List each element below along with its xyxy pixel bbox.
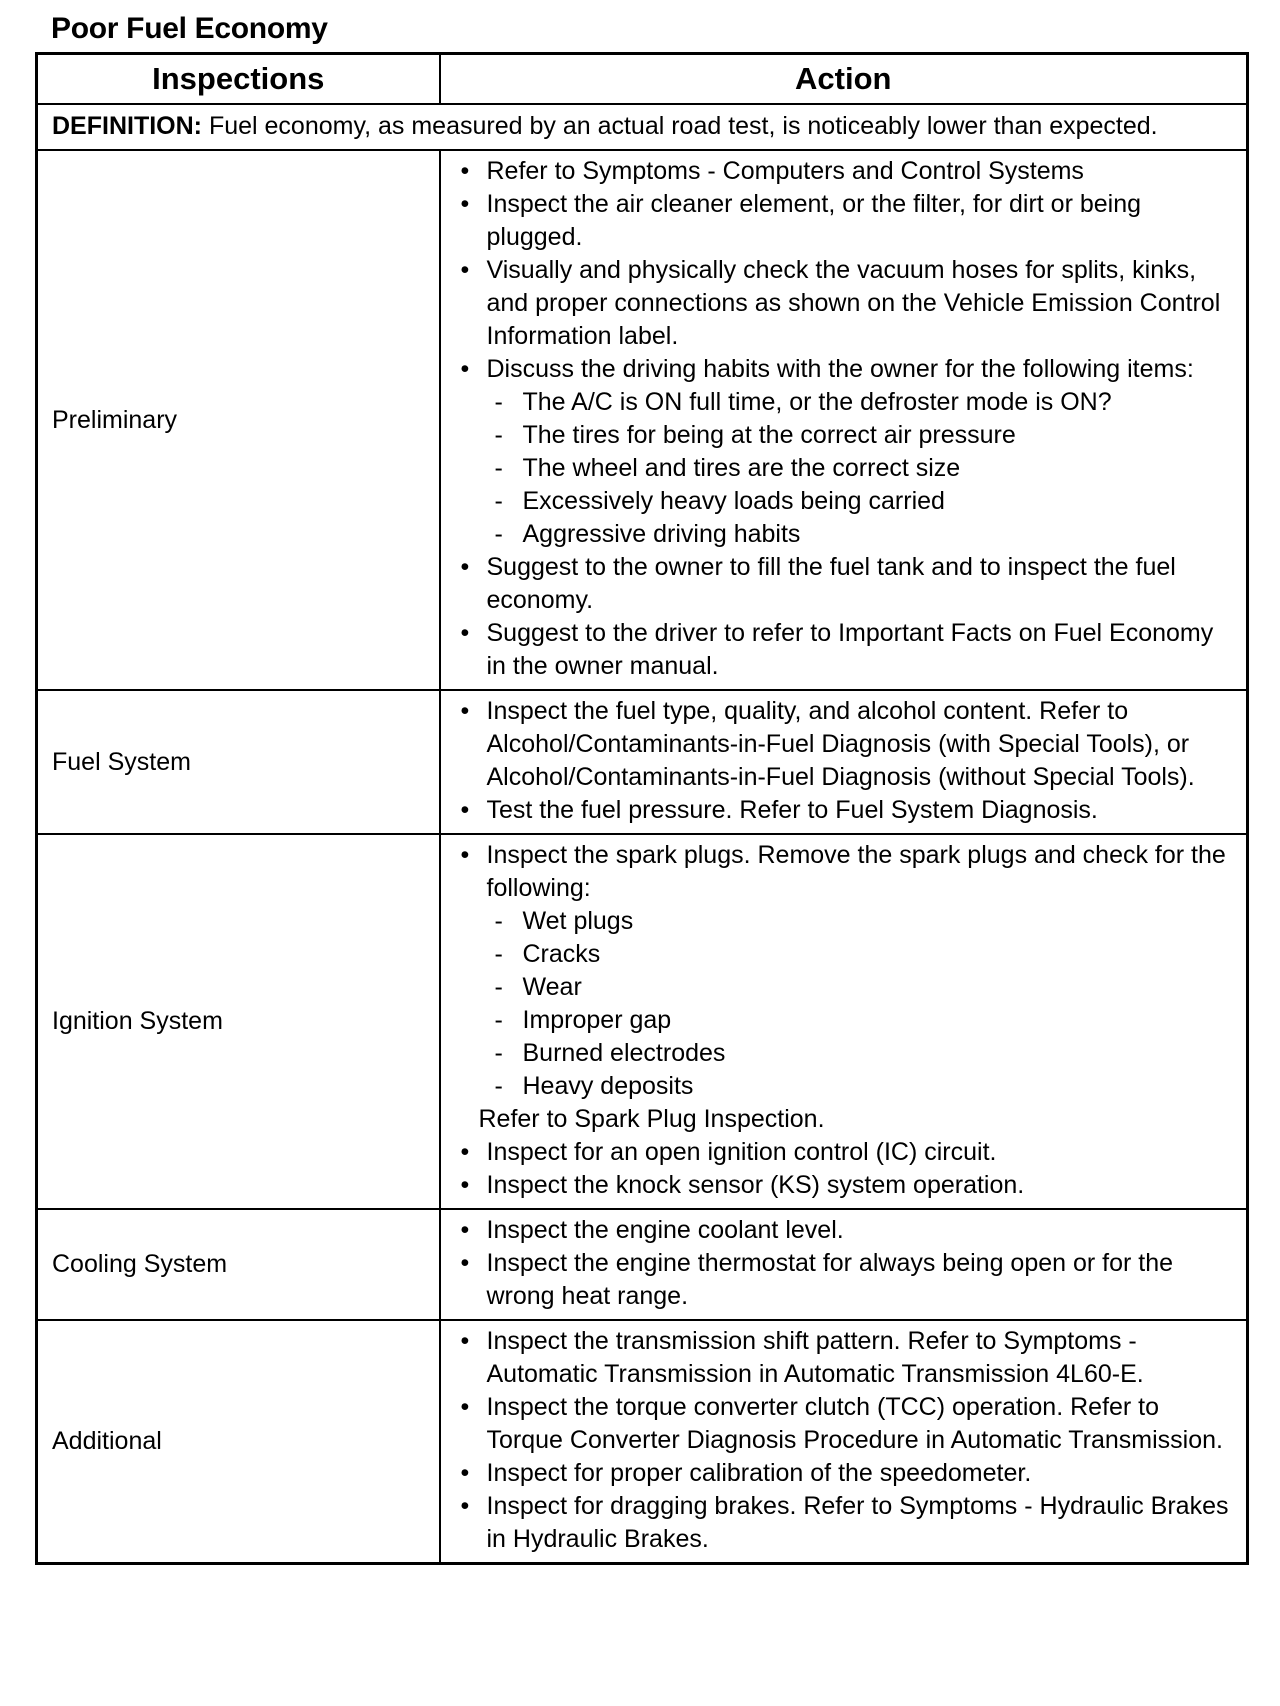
dash-icon: -: [494, 973, 503, 1001]
item-text: Refer to Symptoms - Computers and Control Systems: [486, 157, 1084, 185]
dash-icon: -: [494, 520, 503, 548]
item-text: Wet plugs: [522, 907, 634, 935]
bullet-icon: •: [460, 190, 470, 218]
action-cell: [440, 690, 1248, 834]
item-text: The tires for being at the correct air pressure: [522, 421, 1016, 449]
list-item: [453, 1391, 1239, 1457]
action-list: [453, 1325, 1239, 1556]
item-text: Excessively heavy loads being carried: [522, 487, 945, 515]
action-cell: [440, 1209, 1248, 1320]
inspection-cell: Fuel System: [37, 690, 440, 834]
list-item: [453, 254, 1239, 353]
bullet-icon: •: [460, 1249, 470, 1277]
definition-text: Fuel economy, as measured by an actual road test, is noticeably lower than expected.: [202, 112, 1158, 140]
header-inspections: Inspections: [37, 54, 440, 105]
inspection-cell: Preliminary: [37, 150, 440, 690]
list-item: [453, 839, 1239, 905]
item-text: Suggest to the owner to fill the fuel tank and to inspect the fuel economy.: [486, 553, 1176, 614]
list-item: [453, 794, 1239, 827]
item-text: Inspect the knock sensor (KS) system operation.: [486, 1171, 1025, 1199]
dash-icon: -: [494, 487, 503, 515]
bullet-icon: •: [460, 619, 470, 647]
action-cell: [440, 150, 1248, 690]
item-text: Discuss the driving habits with the owner for the following items:: [486, 355, 1194, 383]
sub-list-item: [453, 452, 1239, 485]
sub-list-item: [453, 485, 1239, 518]
action-list: [453, 1214, 1239, 1313]
sub-list-item: [453, 1037, 1239, 1070]
item-text: Inspect for dragging brakes. Refer to Symptoms - Hydraulic Brakes in Hydraulic Brakes.: [486, 1492, 1229, 1553]
bullet-icon: •: [460, 1327, 470, 1355]
list-item: [453, 1457, 1239, 1490]
action-cell: [440, 834, 1248, 1209]
table-header-row: [37, 54, 1248, 105]
action-cell: [440, 1320, 1248, 1564]
bullet-icon: •: [460, 256, 470, 284]
table-row: [37, 1320, 1248, 1564]
inspection-cell: Ignition System: [37, 834, 440, 1209]
sub-list-item: [453, 905, 1239, 938]
item-text: The A/C is ON full time, or the defroster mode is ON?: [522, 388, 1112, 416]
bullet-icon: •: [460, 1216, 470, 1244]
list-item: [453, 1169, 1239, 1202]
list-item: [453, 1247, 1239, 1313]
item-text: Wear: [522, 973, 582, 1001]
item-text: Suggest to the driver to refer to Important Facts on Fuel Economy in the owner manual.: [486, 619, 1214, 680]
dash-icon: -: [494, 388, 503, 416]
table-row: [37, 690, 1248, 834]
item-text: Inspect the engine thermostat for always being open or for the wrong heat range.: [486, 1249, 1174, 1310]
sub-list-item: [453, 1004, 1239, 1037]
definition-label: DEFINITION:: [52, 112, 202, 140]
item-text: Inspect the engine coolant level.: [486, 1216, 844, 1244]
list-item: [453, 1325, 1239, 1391]
item-text: Inspect the torque converter clutch (TCC) operation. Refer to Torque Converter Diagnosis Procedure in Automatic Transmission.: [486, 1393, 1223, 1454]
bullet-icon: •: [460, 1393, 470, 1421]
item-text: Test the fuel pressure. Refer to Fuel System Diagnosis.: [486, 796, 1098, 824]
item-text: Inspect the fuel type, quality, and alcohol content. Refer to Alcohol/Contaminants-in-Fuel Diagnosis (with Special Tools), or Alcohol/Contaminants-in-Fuel Diagnosis (without Special Tools).: [486, 697, 1195, 791]
list-item: [453, 1103, 1239, 1136]
list-item: [453, 1136, 1239, 1169]
dash-icon: -: [494, 1006, 503, 1034]
dash-icon: -: [494, 940, 503, 968]
bullet-icon: •: [460, 796, 470, 824]
item-text: Heavy deposits: [522, 1072, 694, 1100]
item-text: Inspect the air cleaner element, or the filter, for dirt or being plugged.: [486, 190, 1142, 251]
dash-icon: -: [494, 907, 503, 935]
item-text: Inspect the spark plugs. Remove the spark plugs and check for the following:: [486, 841, 1226, 902]
list-item: [453, 1490, 1239, 1556]
bullet-icon: •: [460, 355, 470, 383]
dash-icon: -: [494, 1039, 503, 1067]
item-text: Visually and physically check the vacuum hoses for splits, kinks, and proper connections as shown on the Vehicle Emission Control Information label.: [486, 256, 1221, 350]
item-text: Aggressive driving habits: [522, 520, 801, 548]
bullet-icon: •: [460, 553, 470, 581]
sub-list-item: [453, 386, 1239, 419]
sub-list-item: [453, 419, 1239, 452]
dash-icon: -: [494, 1072, 503, 1100]
list-item: [453, 155, 1239, 188]
bullet-icon: •: [460, 157, 470, 185]
list-item: [453, 188, 1239, 254]
list-item: [453, 617, 1239, 683]
action-list: [453, 155, 1239, 683]
item-text: Burned electrodes: [522, 1039, 726, 1067]
bullet-icon: •: [460, 1459, 470, 1487]
bullet-icon: •: [460, 841, 470, 869]
sub-list-item: [453, 971, 1239, 1004]
bullet-icon: •: [460, 1138, 470, 1166]
bullet-icon: •: [460, 1171, 470, 1199]
sub-list-item: [453, 1070, 1239, 1103]
definition-cell: [37, 104, 1248, 150]
bullet-icon: •: [460, 697, 470, 725]
action-list: [453, 695, 1239, 827]
item-text: Cracks: [522, 940, 601, 968]
dash-icon: -: [494, 454, 503, 482]
sub-list-item: [453, 938, 1239, 971]
item-text: Inspect for an open ignition control (IC) circuit.: [486, 1138, 997, 1166]
dash-icon: -: [494, 421, 503, 449]
item-text: Inspect the transmission shift pattern. Refer to Symptoms - Automatic Transmission in Automatic Transmission 4L60-E.: [486, 1327, 1144, 1388]
inspection-cell: Cooling System: [37, 1209, 440, 1320]
item-text: Inspect for proper calibration of the speedometer.: [486, 1459, 1032, 1487]
inspection-cell: Additional: [37, 1320, 440, 1564]
table-row: [37, 834, 1248, 1209]
table-row: [37, 150, 1248, 690]
action-list: [453, 839, 1239, 1202]
list-item: [453, 1214, 1239, 1247]
sub-list-item: [453, 518, 1239, 551]
item-text: The wheel and tires are the correct size: [522, 454, 961, 482]
list-item: [453, 353, 1239, 386]
definition-row: [37, 104, 1248, 150]
header-action: Action: [440, 54, 1248, 105]
table-row: [37, 1209, 1248, 1320]
list-item: [453, 551, 1239, 617]
item-text: Improper gap: [522, 1006, 672, 1034]
document-title: Poor Fuel Economy: [51, 12, 328, 45]
item-text: Refer to Spark Plug Inspection.: [478, 1105, 825, 1133]
list-item: [453, 695, 1239, 794]
bullet-icon: •: [460, 1492, 470, 1520]
diagnosis-table: [35, 52, 1249, 1565]
